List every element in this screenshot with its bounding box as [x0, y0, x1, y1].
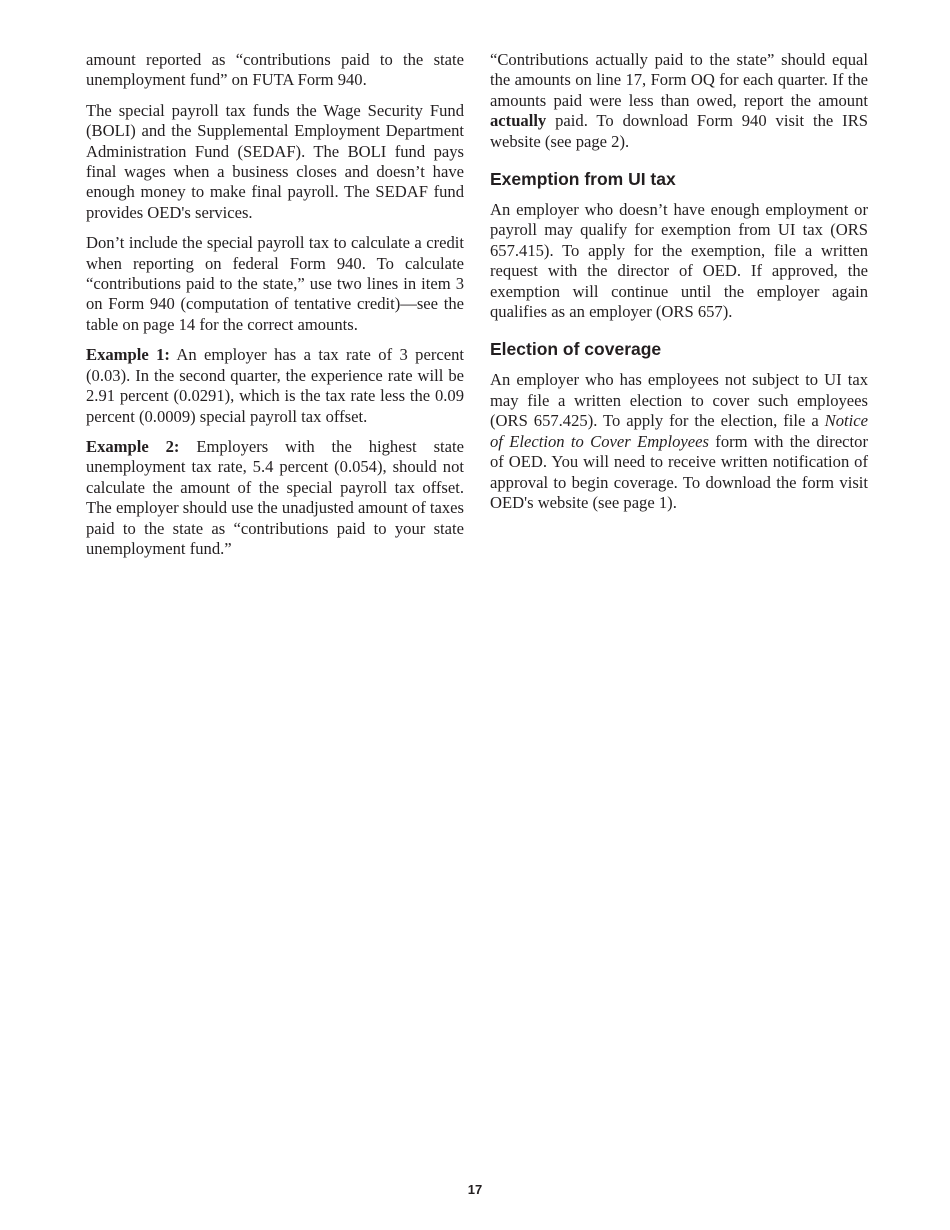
election-text-start: An employer who has employees not subject to UI tax may file a written election to cover such employees (ORS 657.425). To apply for the election, file a	[490, 370, 868, 431]
example-1-label: Example 1:	[86, 345, 170, 365]
example-2-text: Employers with the highest state unemployment tax rate, 5.4 percent (0.054), should not calculate the amount of the special payroll tax offset. The employer should use the unadjusted amount of taxes paid to the state as “contributions paid to your state unemployment fund.”	[86, 436, 464, 558]
paragraph-contributions-actually-paid	[490, 50, 868, 152]
paragraph-special-payroll-tax-funds: The special payroll tax funds the Wage Security Fund (BOLI) and the Supplemental Employment Department Administration Fund (SEDAF). The BOLI fund pays final wages when a business closes and doesn’t have enough money to make final payroll. The SEDAF fund provides OED's services.	[86, 100, 464, 222]
example-2-label: Example 2:	[86, 436, 180, 456]
paragraph-futa-contributions: amount reported as “contributions paid to the state unemployment fund” on FUTA Form 940.	[86, 50, 464, 90]
left-column	[86, 50, 464, 569]
heading-exemption-from-ui-tax: Exemption from UI tax	[490, 169, 676, 190]
election-text-end: form with the director of OED. You will need to receive written notification of approval to begin coverage. To download the form visit OED's website (see page 1).	[490, 431, 868, 512]
paragraph-example-2	[86, 437, 464, 559]
paragraph-exemption: An employer who doesn’t have enough employment or payroll may qualify for exemption from UI tax (ORS 657.415). To apply for the exemption, file a written request with the director of OED. If approved, the exemption will continue until the employer again qualifies as an employer (ORS 657).	[490, 200, 868, 322]
right-column	[490, 50, 868, 523]
contributions-text-start: “Contributions actually paid to the state” should equal the amounts on line 17, Form OQ for each quarter. If the amounts paid were less than owed, report the amount	[490, 50, 868, 110]
paragraph-form-940-credit: Don’t include the special payroll tax to calculate a credit when reporting on federal Form 940. To calculate “contributions paid to the state,” use two lines in item 3 on Form 940 (computation of tentative credit)—see the table on page 14 for the correct amounts.	[86, 233, 464, 334]
page-number: 17	[467, 1182, 483, 1197]
example-1-text: An employer has a tax rate of 3 percent (0.03). In the second quarter, the experience rate will be 2.91 percent (0.0291), which is the tax rate less the 0.09 percent (0.0009) special payroll tax offset.	[86, 345, 464, 426]
actually-emphasis: actually	[490, 111, 547, 131]
heading-election-of-coverage: Election of coverage	[490, 339, 662, 360]
contributions-text-end: paid. To download Form 940 visit the IRS website (see page 2).	[490, 111, 868, 151]
paragraph-election	[490, 370, 868, 513]
notice-of-election-form-title: Notice of Election to Cover Employees	[490, 411, 868, 451]
paragraph-example-1	[86, 345, 464, 427]
